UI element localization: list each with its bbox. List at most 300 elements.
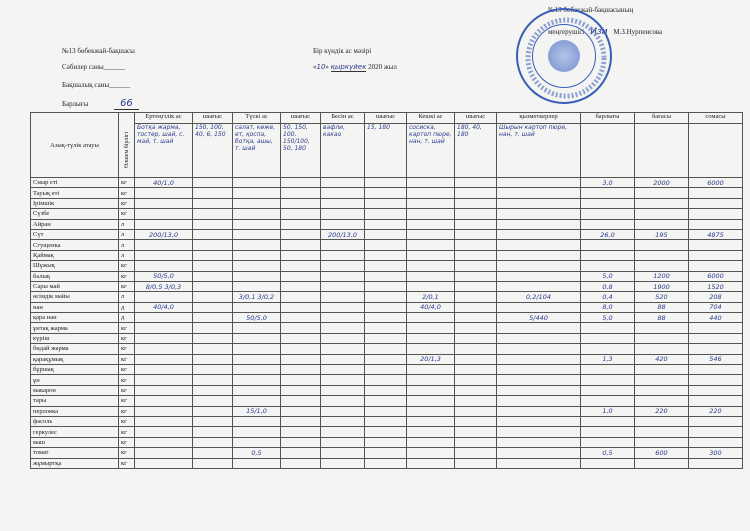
cell-sum — [689, 385, 743, 395]
cell-empty — [193, 344, 233, 354]
cell-empty — [455, 219, 497, 229]
cell-empty — [281, 458, 321, 468]
cell-snack-qty — [321, 250, 365, 260]
cell-sum: 6000 — [689, 271, 743, 281]
cell-lunch-qty — [233, 365, 281, 375]
table-row — [31, 229, 743, 239]
cell-price — [635, 240, 689, 250]
cell-snack-qty — [321, 416, 365, 426]
cell-empty — [193, 333, 233, 343]
sub-empty — [635, 124, 689, 178]
cell-snack-qty — [321, 458, 365, 468]
cell-empty — [281, 375, 321, 385]
children-count-label: Сәбилер саны______ — [62, 63, 125, 71]
table-row — [31, 271, 743, 281]
cell-services-qty — [497, 261, 581, 271]
cell-snack-qty — [321, 437, 365, 447]
row-unit: д — [119, 302, 135, 312]
cell-sum — [689, 323, 743, 333]
cell-empty — [365, 427, 407, 437]
row-name: тары — [31, 396, 119, 406]
cell-sum: 300 — [689, 448, 743, 458]
dinner-menu: сосиска, картоп пюре, нан, т. шай — [407, 124, 455, 178]
col-product: Азық-түлік атауы — [31, 113, 119, 178]
cell-total: 0,4 — [581, 292, 635, 302]
sub-empty — [581, 124, 635, 178]
row-unit: кг — [119, 406, 135, 416]
row-unit: кг — [119, 416, 135, 426]
cell-price — [635, 416, 689, 426]
cell-snack-qty — [321, 396, 365, 406]
cell-empty — [281, 323, 321, 333]
cell-price — [635, 333, 689, 343]
cell-sum — [689, 365, 743, 375]
row-unit: кг — [119, 396, 135, 406]
cell-empty — [281, 302, 321, 312]
cell-price: 88 — [635, 313, 689, 323]
cell-empty — [193, 229, 233, 239]
cell-empty — [365, 302, 407, 312]
cell-breakfast-qty — [135, 354, 193, 364]
cell-empty — [455, 396, 497, 406]
cell-price — [635, 209, 689, 219]
cell-snack-qty: 200/13,0 — [321, 229, 365, 239]
breakfast-qty: 150, 100, 40, 6, 150 — [193, 124, 233, 178]
cell-dinner-qty — [407, 271, 455, 281]
table-row — [31, 292, 743, 302]
cell-empty — [365, 354, 407, 364]
cell-empty — [193, 250, 233, 260]
table-row — [31, 302, 743, 312]
cell-total: 1,0 — [581, 406, 635, 416]
cell-empty — [365, 209, 407, 219]
cell-dinner-qty — [407, 209, 455, 219]
col-unit — [119, 113, 135, 178]
cell-services-qty — [497, 385, 581, 395]
cell-empty — [281, 292, 321, 302]
cell-services-qty — [497, 333, 581, 343]
cell-dinner-qty — [407, 261, 455, 271]
cell-breakfast-qty — [135, 427, 193, 437]
row-name: бидай жарма — [31, 344, 119, 354]
cell-empty — [281, 209, 321, 219]
cell-breakfast-qty — [135, 365, 193, 375]
cell-breakfast-qty — [135, 292, 193, 302]
cell-empty — [281, 333, 321, 343]
cell-sum: 1520 — [689, 281, 743, 291]
cell-breakfast-qty — [135, 240, 193, 250]
cell-dinner-qty — [407, 448, 455, 458]
cell-services-qty — [497, 458, 581, 468]
table-row — [31, 240, 743, 250]
row-unit: кг — [119, 198, 135, 208]
col-snack: Бесін ас — [321, 113, 365, 124]
cell-empty — [365, 458, 407, 468]
cell-empty — [455, 437, 497, 447]
row-unit: кг — [119, 323, 135, 333]
cell-empty — [365, 365, 407, 375]
cell-empty — [365, 219, 407, 229]
cell-total: 8,0 — [581, 302, 635, 312]
cell-sum — [689, 333, 743, 343]
cell-empty — [455, 178, 497, 188]
cell-empty — [455, 375, 497, 385]
cell-lunch-qty — [233, 333, 281, 343]
cell-empty — [193, 240, 233, 250]
approve-name: М.З.Нурпеисова — [613, 28, 663, 36]
cell-empty — [365, 229, 407, 239]
row-unit: кг — [119, 209, 135, 219]
date-day: 10 — [316, 63, 326, 71]
row-unit: кг — [119, 271, 135, 281]
cell-sum — [689, 437, 743, 447]
row-name: Сары май — [31, 281, 119, 291]
cell-lunch-qty — [233, 178, 281, 188]
table-row — [31, 416, 743, 426]
cell-empty — [455, 354, 497, 364]
cell-price — [635, 219, 689, 229]
dinner-qty: 180, 40, 180 — [455, 124, 497, 178]
cell-empty — [281, 385, 321, 395]
cell-lunch-qty — [233, 219, 281, 229]
table-row — [31, 385, 743, 395]
cell-snack-qty — [321, 313, 365, 323]
cell-lunch-qty: 50/5,0 — [233, 313, 281, 323]
cell-lunch-qty — [233, 375, 281, 385]
row-name: қара нан — [31, 313, 119, 323]
cell-snack-qty — [321, 385, 365, 395]
cell-lunch-qty — [233, 240, 281, 250]
cell-total — [581, 365, 635, 375]
row-name: күріш — [31, 333, 119, 343]
cell-dinner-qty: 20/1,3 — [407, 354, 455, 364]
cell-total — [581, 188, 635, 198]
cell-breakfast-qty — [135, 375, 193, 385]
cell-lunch-qty: 3/0,1 3/0,2 — [233, 292, 281, 302]
row-name: перловка — [31, 406, 119, 416]
cell-services-qty — [497, 437, 581, 447]
cell-sum — [689, 427, 743, 437]
cell-breakfast-qty — [135, 198, 193, 208]
cell-services-qty — [497, 427, 581, 437]
cell-lunch-qty — [233, 229, 281, 239]
cell-empty — [455, 365, 497, 375]
cell-sum: 220 — [689, 406, 743, 416]
cell-lunch-qty — [233, 458, 281, 468]
cell-total: 26,0 — [581, 229, 635, 239]
cell-services-qty — [497, 250, 581, 260]
cell-dinner-qty — [407, 188, 455, 198]
cell-breakfast-qty — [135, 416, 193, 426]
cell-empty — [365, 313, 407, 323]
cell-services-qty — [497, 240, 581, 250]
cell-empty — [193, 396, 233, 406]
cell-empty — [281, 344, 321, 354]
cell-empty — [193, 271, 233, 281]
cell-empty — [193, 385, 233, 395]
row-name: Сүзбе — [31, 209, 119, 219]
cell-dinner-qty: 40/4,0 — [407, 302, 455, 312]
cell-breakfast-qty: 40/4,0 — [135, 302, 193, 312]
cell-empty — [455, 448, 497, 458]
cell-total — [581, 344, 635, 354]
table-row — [31, 406, 743, 416]
date-prefix: « — [313, 63, 317, 71]
cell-lunch-qty — [233, 323, 281, 333]
cell-lunch-qty — [233, 427, 281, 437]
cell-empty — [193, 302, 233, 312]
cell-empty — [193, 437, 233, 447]
cell-services-qty — [497, 271, 581, 281]
cell-empty — [365, 385, 407, 395]
cell-services-qty — [497, 281, 581, 291]
cell-lunch-qty — [233, 437, 281, 447]
cell-price — [635, 385, 689, 395]
cell-price — [635, 198, 689, 208]
row-unit: кг — [119, 333, 135, 343]
cell-dinner-qty — [407, 365, 455, 375]
cell-empty — [281, 250, 321, 260]
cell-empty — [281, 281, 321, 291]
cell-services-qty — [497, 448, 581, 458]
lunch-menu: салат, көже, ет, қоспа, ботқа, ашы, т. шай — [233, 124, 281, 178]
cell-lunch-qty — [233, 385, 281, 395]
cell-dinner-qty — [407, 229, 455, 239]
cell-snack-qty — [321, 323, 365, 333]
cell-empty — [193, 354, 233, 364]
cell-sum — [689, 344, 743, 354]
cell-snack-qty — [321, 344, 365, 354]
cell-empty — [455, 458, 497, 468]
cell-empty — [193, 292, 233, 302]
cell-empty — [193, 261, 233, 271]
cell-empty — [193, 219, 233, 229]
cell-empty — [455, 240, 497, 250]
cell-price: 420 — [635, 354, 689, 364]
cell-sum — [689, 209, 743, 219]
row-unit: кг — [119, 375, 135, 385]
row-unit: кг — [119, 344, 135, 354]
table-row — [31, 458, 743, 468]
cell-lunch-qty — [233, 198, 281, 208]
cell-empty — [281, 354, 321, 364]
cell-empty — [281, 229, 321, 239]
cell-price — [635, 375, 689, 385]
col-lunch-qty: шығыс — [281, 113, 321, 124]
cell-empty — [365, 396, 407, 406]
row-name: қарақұмық — [31, 354, 119, 364]
cell-empty — [281, 261, 321, 271]
lunch-qty: 50, 150, 100, 150/100, 50, 180 — [281, 124, 321, 178]
row-name: Сиыр еті — [31, 178, 119, 188]
cell-dinner-qty — [407, 250, 455, 260]
cell-total — [581, 385, 635, 395]
cell-services-qty — [497, 219, 581, 229]
cell-dinner-qty — [407, 323, 455, 333]
menu-title: Бір күндік ас мәзірі — [313, 47, 372, 55]
col-unit-label: Өлшем бірлігі — [124, 131, 130, 169]
cell-price — [635, 261, 689, 271]
cell-empty — [455, 271, 497, 281]
col-dinner: Кешкі ас — [407, 113, 455, 124]
cell-empty — [193, 188, 233, 198]
cell-snack-qty — [321, 375, 365, 385]
row-unit: кг — [119, 458, 135, 468]
cell-empty — [193, 365, 233, 375]
cell-dinner-qty — [407, 240, 455, 250]
table-row — [31, 313, 743, 323]
cell-total: 1,3 — [581, 354, 635, 364]
cell-empty — [455, 302, 497, 312]
table-row — [31, 323, 743, 333]
cell-snack-qty — [321, 188, 365, 198]
table-row — [31, 333, 743, 343]
row-unit: л — [119, 229, 135, 239]
cell-lunch-qty — [233, 302, 281, 312]
cell-empty — [281, 271, 321, 281]
cell-snack-qty — [321, 219, 365, 229]
cell-empty — [455, 333, 497, 343]
cell-dinner-qty — [407, 385, 455, 395]
cell-empty — [365, 198, 407, 208]
cell-empty — [193, 406, 233, 416]
table-row — [31, 209, 743, 219]
row-name: нан — [31, 302, 119, 312]
cell-dinner-qty — [407, 396, 455, 406]
cell-breakfast-qty — [135, 448, 193, 458]
cell-price: 1900 — [635, 281, 689, 291]
cell-lunch-qty — [233, 354, 281, 364]
cell-lunch-qty — [233, 281, 281, 291]
cell-sum: 546 — [689, 354, 743, 364]
cell-empty — [281, 219, 321, 229]
cell-total — [581, 427, 635, 437]
row-unit: кг — [119, 188, 135, 198]
cell-breakfast-qty: 50/5,0 — [135, 271, 193, 281]
cell-total: 5,0 — [581, 271, 635, 281]
cell-empty — [193, 375, 233, 385]
cell-empty — [193, 313, 233, 323]
cell-dinner-qty — [407, 281, 455, 291]
cell-snack-qty — [321, 427, 365, 437]
approve-prefix: меңгерушісі — [548, 28, 585, 36]
cell-total — [581, 416, 635, 426]
row-name: макарон — [31, 385, 119, 395]
cell-sum: 440 — [689, 313, 743, 323]
row-unit: л — [119, 240, 135, 250]
cell-empty — [455, 323, 497, 333]
cell-empty — [365, 333, 407, 343]
cell-empty — [365, 188, 407, 198]
cell-services-qty — [497, 344, 581, 354]
cell-empty — [455, 385, 497, 395]
cell-lunch-qty — [233, 416, 281, 426]
cell-empty — [193, 416, 233, 426]
cell-services-qty — [497, 365, 581, 375]
cell-price — [635, 427, 689, 437]
table-header-row — [31, 113, 743, 124]
cell-breakfast-qty: 8/0,5 3/0,3 — [135, 281, 193, 291]
cell-empty — [365, 271, 407, 281]
cell-lunch-qty — [233, 271, 281, 281]
cell-dinner-qty — [407, 178, 455, 188]
cell-price: 1200 — [635, 271, 689, 281]
cell-price: 2000 — [635, 178, 689, 188]
col-services: қызметкерлер — [497, 113, 581, 124]
cell-breakfast-qty — [135, 437, 193, 447]
cell-empty — [365, 323, 407, 333]
cell-empty — [281, 240, 321, 250]
cell-services-qty — [497, 354, 581, 364]
table-row — [31, 250, 743, 260]
col-price: бағасы — [635, 113, 689, 124]
cell-empty — [365, 261, 407, 271]
cell-price — [635, 396, 689, 406]
row-unit: д — [119, 313, 135, 323]
cell-empty — [193, 198, 233, 208]
cell-breakfast-qty — [135, 313, 193, 323]
cell-sum: 6000 — [689, 178, 743, 188]
cell-total — [581, 437, 635, 447]
cell-services-qty — [497, 198, 581, 208]
cell-services-qty — [497, 209, 581, 219]
cell-snack-qty — [321, 333, 365, 343]
cell-dinner-qty: 2/0,1 — [407, 292, 455, 302]
cell-lunch-qty — [233, 344, 281, 354]
cell-total — [581, 375, 635, 385]
cell-lunch-qty: 15/1,0 — [233, 406, 281, 416]
cell-empty — [455, 250, 497, 260]
table-row — [31, 396, 743, 406]
cell-empty — [281, 313, 321, 323]
row-name: геркулес — [31, 427, 119, 437]
cell-services-qty — [497, 188, 581, 198]
cell-lunch-qty — [233, 261, 281, 271]
cell-sum — [689, 250, 743, 260]
cell-empty — [193, 178, 233, 188]
cell-snack-qty — [321, 302, 365, 312]
date-sep: » — [325, 63, 329, 71]
cell-services-qty — [497, 302, 581, 312]
cell-sum — [689, 240, 743, 250]
cell-total — [581, 198, 635, 208]
menu-table — [30, 112, 743, 469]
cell-services-qty: 5/440 — [497, 313, 581, 323]
cell-empty — [455, 313, 497, 323]
cell-sum: 4875 — [689, 229, 743, 239]
cell-total — [581, 250, 635, 260]
cell-services-qty: 0,2/104 — [497, 292, 581, 302]
col-total: барлығы — [581, 113, 635, 124]
row-name: балық — [31, 271, 119, 281]
cell-empty — [281, 188, 321, 198]
cell-empty — [193, 458, 233, 468]
cell-lunch-qty — [233, 209, 281, 219]
cell-empty — [455, 281, 497, 291]
cell-total — [581, 261, 635, 271]
cell-price — [635, 365, 689, 375]
cell-breakfast-qty — [135, 250, 193, 260]
cell-services-qty — [497, 229, 581, 239]
groups-count-label: Бақшалық саны______ — [62, 81, 131, 89]
cell-total: 3,0 — [581, 178, 635, 188]
cell-sum — [689, 219, 743, 229]
cell-empty — [455, 198, 497, 208]
table-row — [31, 354, 743, 364]
cell-snack-qty — [321, 354, 365, 364]
cell-breakfast-qty — [135, 406, 193, 416]
cell-services-qty — [497, 375, 581, 385]
